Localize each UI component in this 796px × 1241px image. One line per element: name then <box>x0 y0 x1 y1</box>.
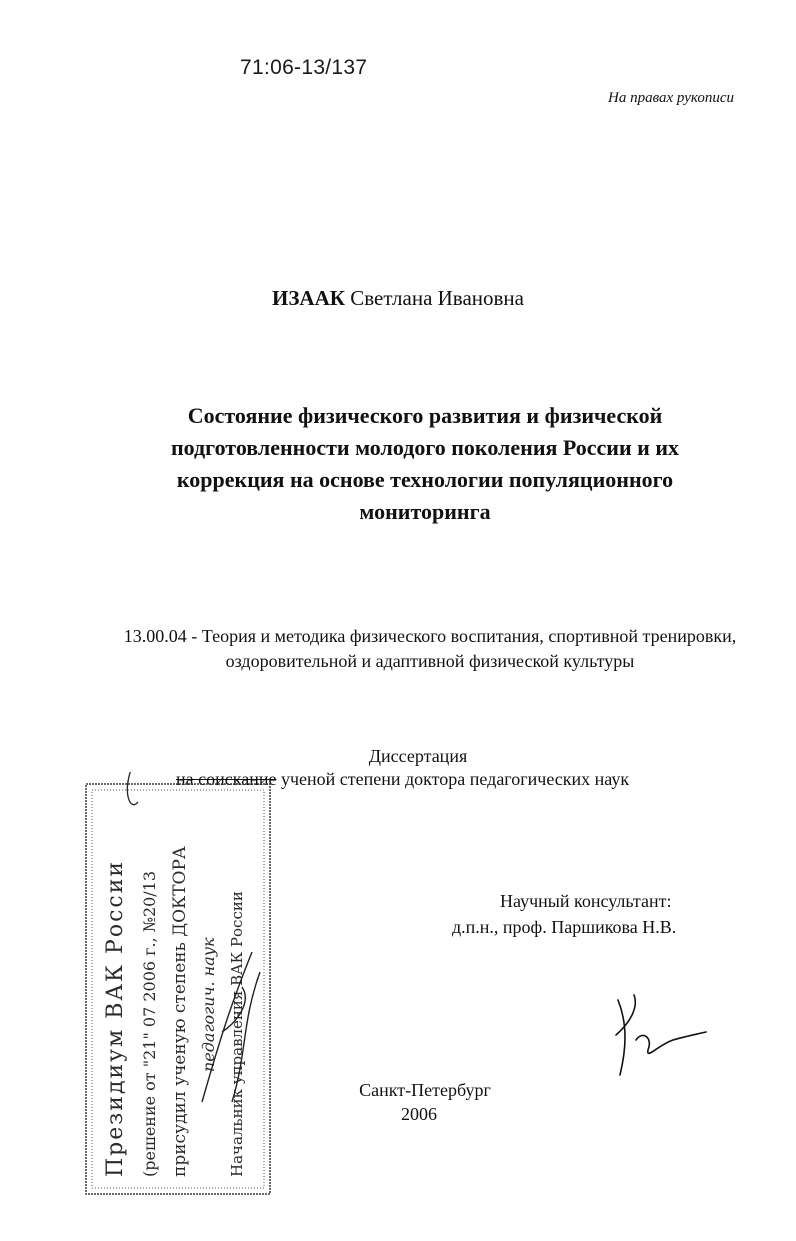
degree-struck: на соискание <box>176 769 277 789</box>
vak-stamp <box>82 772 274 1200</box>
stamp-line-2: (решение от "21" 07 2006 г., №20/13 <box>140 870 159 1177</box>
author-surname: ИЗААК <box>272 286 345 310</box>
stamp-line-1: Президиум ВАК России <box>103 859 128 1177</box>
signature <box>598 990 708 1085</box>
stamp-line-3: присудил ученую степень ДОКТОРА <box>170 846 190 1177</box>
stamp-line-5: Начальник управления ВАК России <box>228 891 246 1177</box>
title-line: коррекция на основе технологии популяционного <box>176 467 674 492</box>
signature-graphic <box>598 990 708 1085</box>
year: 2006 <box>401 1104 437 1124</box>
consultant <box>452 888 677 940</box>
title-line: мониторинга <box>359 499 491 524</box>
title-line: Состояние физического развития и физической <box>187 403 663 428</box>
consultant-label: Научный консультант: <box>500 891 672 911</box>
stamp-line-4: педагогич. наук <box>199 937 218 1072</box>
degree-rest: ученой степени доктора педагогических наук <box>276 769 630 789</box>
work-type: Диссертация <box>368 746 468 766</box>
specialty <box>60 624 796 674</box>
manuscript-note: На правах рукописи <box>608 90 734 106</box>
specialty-line: 13.00.04 - Теория и методика физического воспитания, спортивной тренировки, <box>123 626 737 646</box>
specialty-line: оздоровительной и адаптивной физической культуры <box>225 651 635 671</box>
author-given-names: Светлана Ивановна <box>350 286 524 310</box>
author <box>0 286 796 311</box>
consultant-name: д.п.н., проф. Паршикова Н.В. <box>452 917 677 937</box>
stamp-graphic <box>82 772 274 1200</box>
city: Санкт-Петербург <box>359 1080 491 1100</box>
catalog-number: 71:06-13/137 <box>240 56 368 79</box>
place-and-year <box>345 1078 505 1126</box>
title-line: подготовленности молодого поколения России и их <box>170 435 680 460</box>
dissertation-title <box>100 400 720 528</box>
